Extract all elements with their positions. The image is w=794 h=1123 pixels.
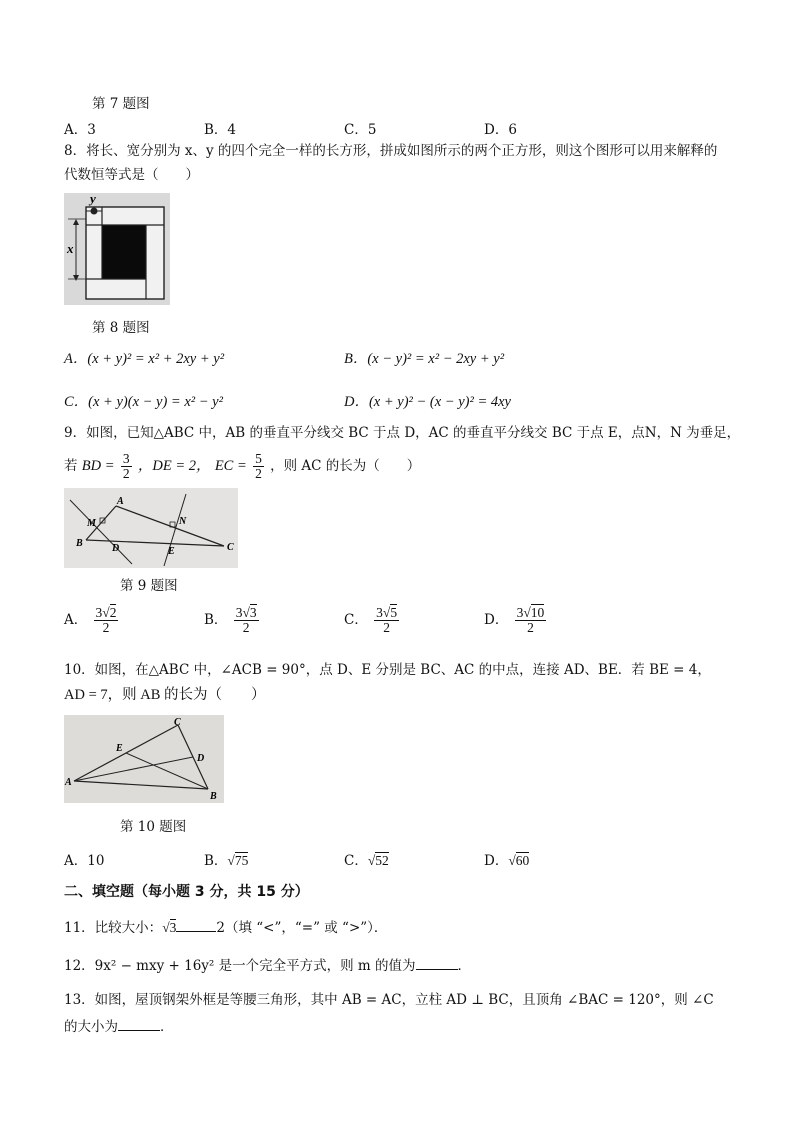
q7-caption: 第 7 题图 — [92, 96, 150, 112]
q10-figure — [64, 715, 224, 803]
q10-label-B: B — [210, 791, 217, 802]
q8-fig-label-y: y — [90, 193, 96, 206]
q9-figure-svg — [64, 488, 238, 568]
q10-option-b: B．√75 — [204, 853, 249, 869]
q9-label-A: A — [117, 496, 124, 507]
q9-caption: 第 9 题图 — [120, 578, 178, 594]
q9-label-D: D — [112, 543, 120, 554]
q9-option-b: B． $\frac{3√3}{2}$ — [204, 605, 257, 635]
q8-figure-svg — [64, 193, 170, 305]
q9-label-M: M — [87, 518, 96, 529]
q11-line: 11．比较大小：√3 2（填 “<”，“=” 或 “>”）． — [64, 917, 387, 937]
q8-option-a: A．(x + y)² = x² + 2xy + y² — [64, 351, 225, 367]
q9-bd: BD = — [81, 458, 115, 474]
q9-option-c: C． $\frac{3√5}{2}$ — [344, 605, 398, 635]
q8-stem-line1: 8．将长、宽分别为 x、y 的四个完全一样的长方形，拼成如图所示的两个正方形，则这个图形可以用来解释的 — [64, 143, 718, 159]
q7-option-a: A．3 — [64, 122, 96, 138]
q13-line1: 13．如图，屋顶钢架外框是等腰三角形，其中 AB = AC，立柱 AD ⊥ BC，且顶角 ∠BAC = 120°，则 ∠C — [64, 992, 714, 1008]
q8-option-c: C．(x + y)(x − y) = x² − y² — [64, 394, 223, 410]
q8-stem-line2: 代数恒等式是（ ） — [64, 167, 199, 183]
q8-caption: 第 8 题图 — [92, 320, 150, 336]
q8-option-b: B．(x − y)² = x² − 2xy + y² — [344, 351, 505, 367]
q9-stem-line2 — [64, 448, 420, 484]
q10-label-D: D — [197, 753, 205, 764]
q9-de: ，DE = 2， — [137, 458, 211, 474]
q8-option-d: D．(x + y)² − (x − y)² = 4xy — [344, 394, 511, 410]
q9-tail: ，则 AC 的长为（ ） — [270, 458, 421, 474]
q9-ruo: 若 — [64, 458, 78, 474]
q13-line2: 的大小为 ． — [64, 1016, 174, 1036]
q8-fig-label-x: x — [67, 241, 74, 256]
q8-figure — [64, 193, 170, 305]
q10-option-a: A．10 — [64, 853, 105, 869]
q10-option-d: D．√60 — [484, 853, 530, 869]
q9-label-B: B — [76, 538, 83, 549]
q7-option-b: B．4 — [204, 122, 237, 138]
q9-figure — [64, 488, 238, 568]
q9-ec: EC = — [214, 458, 247, 474]
q10-label-E: E — [116, 743, 123, 754]
q7-option-d: D．6 — [484, 122, 517, 138]
q10-figure-svg — [64, 715, 224, 803]
q9-bd-fraction: $\frac{3}{2}$ — [122, 451, 130, 481]
q9-ec-fraction: $\frac{5}{2}$ — [255, 451, 262, 481]
q9-stem-line1: 9．如图，已知△ABC 中，AB 的垂直平分线交 BC 于点 D，AC 的垂直平分线交 BC 于点 E，点N，N 为垂足， — [64, 425, 741, 441]
q10-option-c: C．√52 — [344, 853, 389, 869]
q12-answer-blank[interactable] — [416, 955, 458, 970]
q10-stem-line1: 10．如图，在△ABC 中，∠ACB = 90°，点 D、E 分别是 BC、AC 的中点，连接 AD、BE．若 BE = 4， — [64, 662, 711, 678]
q10-label-C: C — [174, 717, 181, 728]
q10-stem-line2: AD = 7，则 AB 的长为（ ） — [64, 687, 266, 703]
q9-option-a: A． $\frac{3√2}{2}$ — [64, 605, 117, 635]
q9-label-N: N — [179, 516, 187, 527]
q10-caption: 第 10 题图 — [120, 819, 187, 835]
q9-label-C: C — [227, 542, 234, 553]
q13-answer-blank[interactable] — [118, 1016, 160, 1031]
q11-answer-blank[interactable] — [176, 917, 216, 932]
q12-line: 12．9x² − mxy + 16y² 是一个完全平方式，则 m 的值为 ． — [64, 955, 471, 975]
section-2-heading: 二、填空题（每小题 3 分，共 15 分） — [64, 884, 309, 900]
q9-option-d: D． $\frac{3√10}{2}$ — [484, 605, 545, 635]
q9-label-E: E — [168, 546, 175, 557]
q10-label-A: A — [65, 777, 72, 788]
q7-option-c: C．5 — [344, 122, 377, 138]
